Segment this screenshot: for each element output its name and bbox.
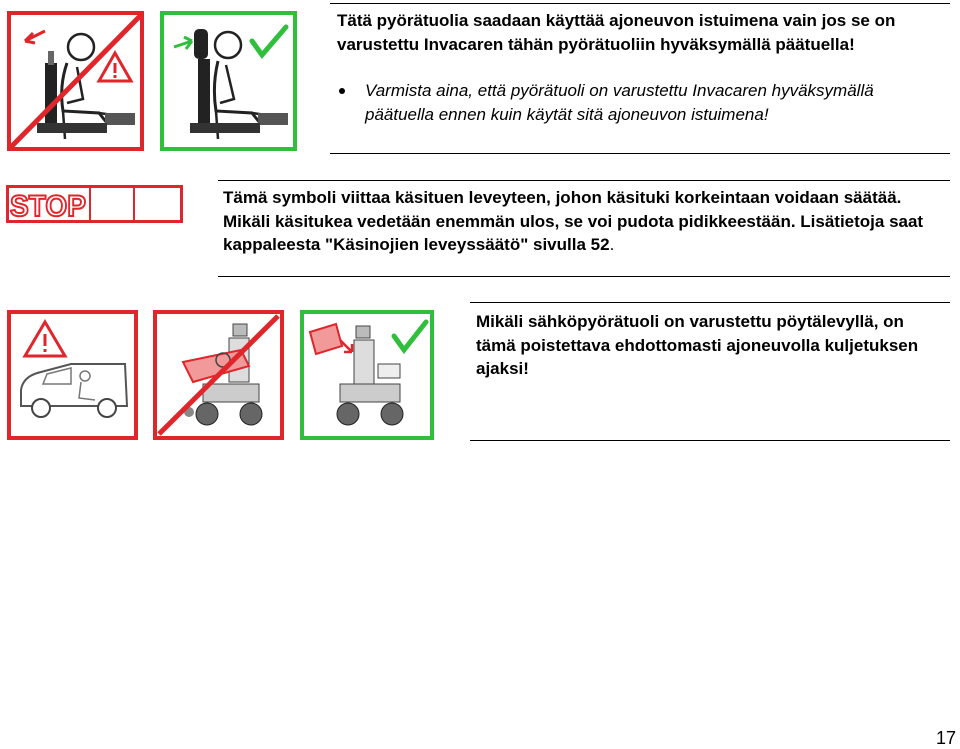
section1-bottom-rule [330,153,950,154]
stop-label: STOP [10,190,86,223]
page-number: 17 [936,728,957,748]
vehicle-warning-icon [7,310,138,440]
tray-removal-warning: Mikäli sähköpyörätuoli on varustettu pöytälevyllä, on tämä poistettava ehdottomasti ajoneuvolla kuljetuksen ajaksi! [476,312,919,378]
section1-top-rule [330,3,950,4]
no-headrest-prohibited-icon [7,11,144,151]
section3-bottom-rule [470,440,950,441]
page-reference: 52 [590,235,610,254]
tray-table-prohibited-icon [153,310,284,440]
armrest-width-description: Tämä symboli viittaa käsituen leveyteen, johon käsituki korkeintaan voidaan säätää. Mikäli käsitukea vedetään enemmän ulos, se voi pudota pidikkeestään. Lisätietoja saat kappaleesta "Käsinojien leveyssäätö" sivulla [223,188,924,254]
stop-armrest-width-icon [6,185,183,223]
section2-bottom-rule [218,276,950,277]
section2-top-rule [218,180,950,181]
section3-top-rule [470,302,950,303]
end-punctuation: . [609,235,615,254]
headrest-requirement-heading: Tätä pyörätuolia saadaan käyttää ajoneuvon istuimena vain jos se on varustettu Invacaren tähän pyörätuoliin hyväksymällä päätuella! [337,11,896,54]
armrest-width-text [223,186,945,257]
headrest-allowed-icon [160,11,297,151]
tray-removed-allowed-icon [300,310,434,440]
headrest-check-instruction: Varmista aina, että pyörätuoli on varustettu Invacaren hyväksymällä päätuella ennen kuin käytät sitä ajoneuvon istuimena! [365,81,874,124]
bullet-point [339,88,345,94]
